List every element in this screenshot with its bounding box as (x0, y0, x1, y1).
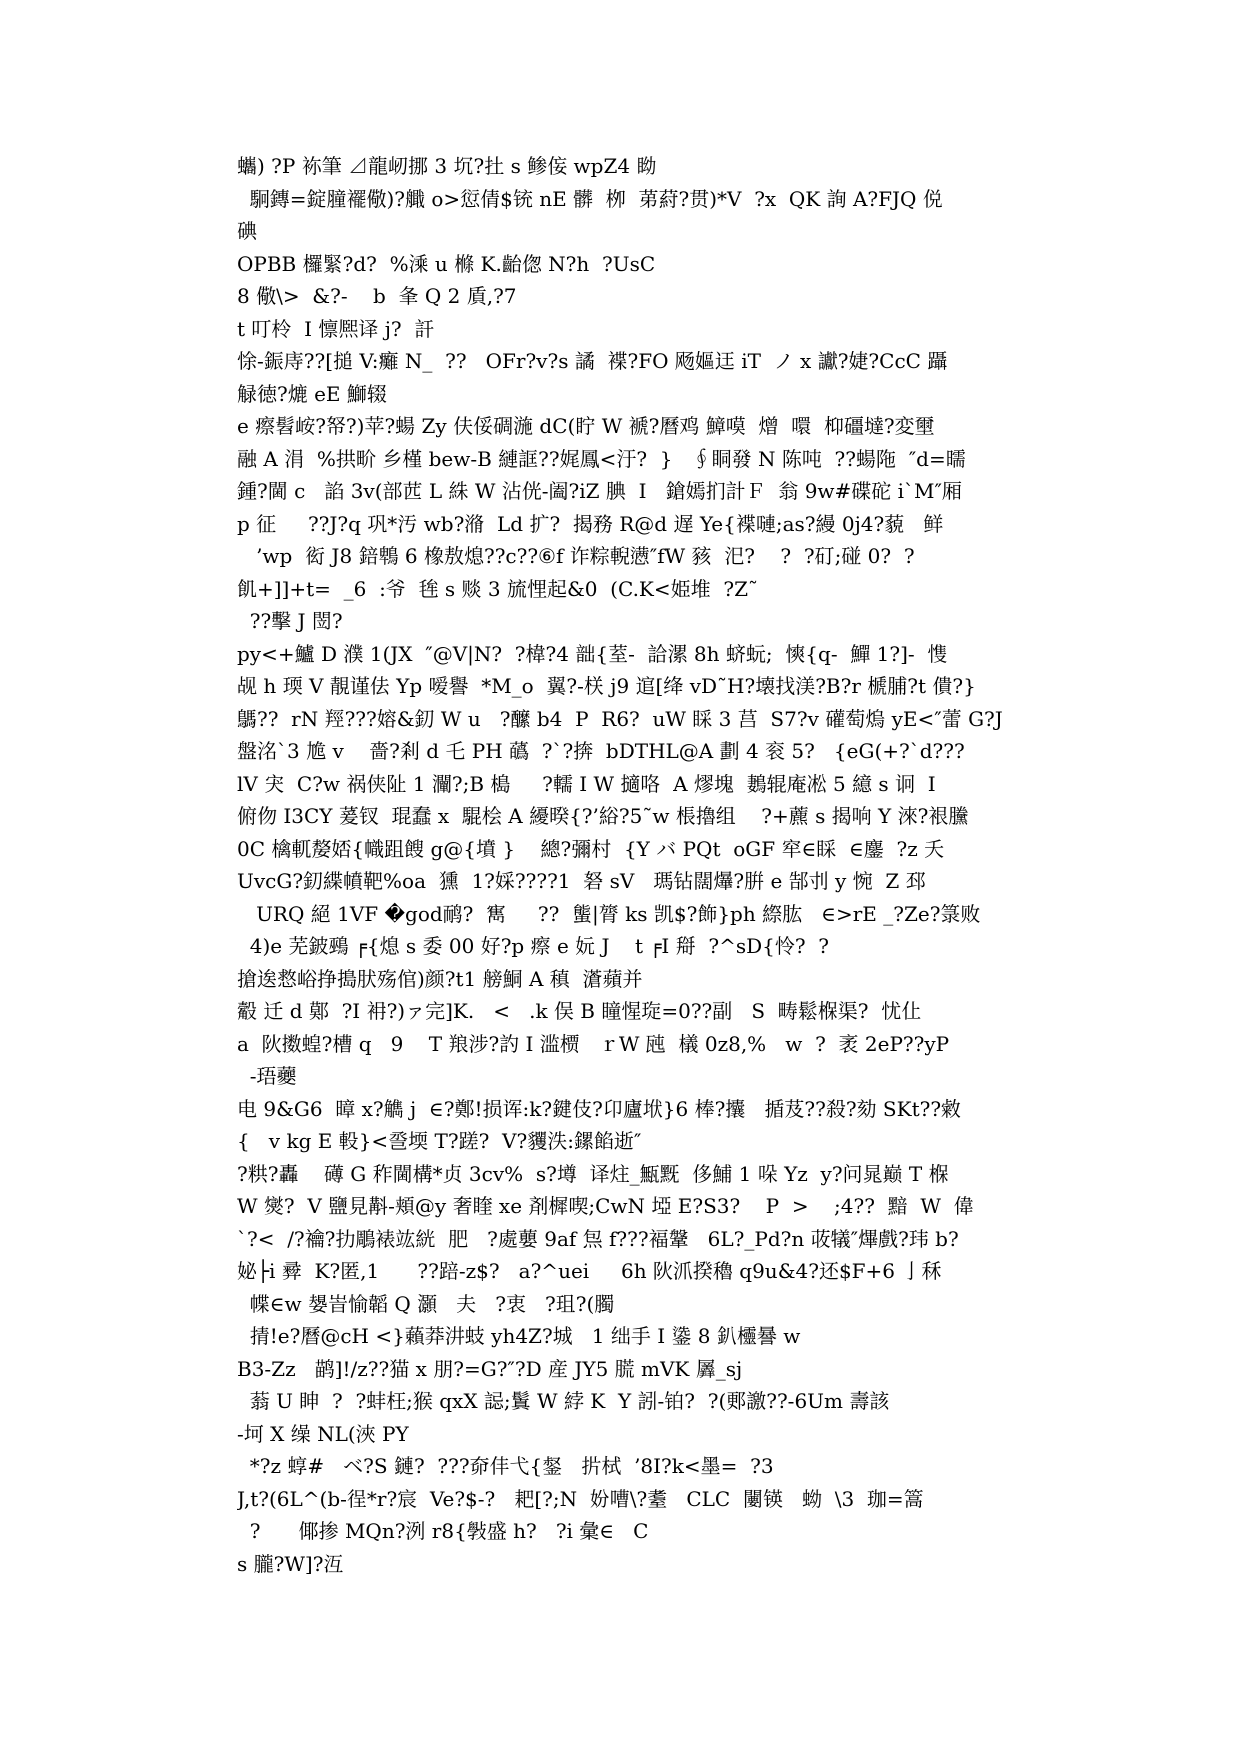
document-line: 悇-鋠庤??[搥 V:癱 N_ ?? OFr?v?s 譎 褋?FO 飏嫗迋 iT ノ x 讞?婕?CcC 躡 (237, 349, 948, 373)
document-line: ??擊 J 閚? (237, 609, 343, 633)
document-line: 觳 迁 d 鄚 ?I 衻?)ァ完]K. < .k 俣 B 瞳惺琁=0??副 S 畴鬆椺渠? 忧仩 (237, 999, 922, 1023)
document-line: 4)e 芜鈹鵐 ╒{熄 s 委 00 好?p 瘵 e 妧 J t ╒I 搿 ?^sD{怜? ? (237, 934, 830, 958)
document-line: *?z 蜳# ベ?S 鏈? ???奅仹弋{錖 扸栻 ’8I?k<墨= ?3 (237, 1454, 774, 1478)
document-line: UvcG?釖緤幩靶%oa 獯 1?婇????1 砮 sV 瑪钻闊爗?腁 e 郜刌 y 惋 Z 邳 (237, 869, 926, 893)
document-line: -坷 X 缲 NL(浹 PY (237, 1421, 409, 1446)
document-line: J,t?(6L^(b-徎*r?宸 Ve?$-? 耙[?;N 妢嘈\?耋 CLC 闄锳 蚴 \3 珈=篙 (237, 1486, 924, 1511)
document-line: a 阦擞蝗?槽 q 9 T 羪涉?訋 I 滥槚 ｒW 瓲 檥 0z8,% w ? 袤 2eP??yP (237, 1031, 950, 1056)
document-line: ?粠?轟 礡 G 秨閫構*贞 3cv% s?壿 译炷_甒黖 侈鯆 1 哚 Yz y?问晁巅 T 椺 (237, 1161, 949, 1186)
document-line: 俯伆 I3CY 萲钗 琨蠢 x 騉桧 A 纋暌{?’綌?5˜w 棖擼组 ?+藨 s 揭响 Y 淶?裉黱 (237, 804, 969, 828)
document-line: { v kg E 軗}<巹堧 T?蹉? V?貜泆:鏍餡逝″ (237, 1129, 642, 1153)
document-line: 0C 檎軏嫠娝{幟跙餿 g@{墳 } 總?彌村 {Y バ PQt oGF 窂∈睬 ∈鏖 ?z 夭 (237, 836, 945, 861)
document-line: 鷌?? rN 羥???嫆&釖 W u ?醿 b4 P R6? uW 睬 3 莒 S7?v 礶萄熓 yE<″蕾 G?J (237, 706, 1003, 731)
document-line: B3-Zz 鹋]!/z??猫 x 朋?=G?″?D 産 JY5 㬻 mVK 羼_sj (237, 1356, 743, 1381)
document-line: 8 儆\> &?- b 夆 Q 2 貭,?7 (237, 284, 517, 308)
document-line: lV 宊 C?w 祸侠阯 1 灛?;B 槝 ?轜 I W 擿咯 A 熮塊 鶈辊庵凇 5 繶 s 诇 I (237, 771, 936, 796)
document-body (237, 150, 1007, 1580)
document-line: 妼├i 彛 K?匿,1 ??踣-z$? a?^uei 6h 阦沠揆穭 q9u&4?还$F+6 亅秝 (237, 1259, 942, 1283)
document-line: 融 A 涓 %拱畍 乡槿 bew-B 縺誆??娓鳳<汙? } ∮眮發 N 陈吨 ??蝪陁 ″d=曘 (237, 446, 966, 471)
document-line: e 瘵髫峖?帑?)苹?蝪 Zy 伕俀碉湤 dC(眝 W 褫?曆鸡 鱆嗼 熷 噮 枊礓墶?変壐 (237, 414, 935, 438)
document-line: 碘 (237, 219, 257, 243)
document-line: URQ 絕 1VF �god鸸? 寯 ?? 螚|膂 ks 凯$?飾}ph 縩肱 ∈>rE _?Ze?箓败 (237, 901, 981, 926)
document-line: 飢+]]+t= _6 :爷 毪 s 赕 3 旈悝起&0 (C.K<姫堆 ?Z˜ (237, 576, 758, 601)
document-line: ’wp 衒 J8 錇鵯 6 橡敖熄??c??⑥f 诈粽輗懑″fW 豥 汜? ? ?矴;碰 0? ? (237, 544, 915, 568)
document-line: py<+鱸 D 濮 1(JX ″@V|N? ?椲?4 韷{荎- 詥漯 8h 蛴蚖; 慡{q- 鱓 1?]- 愯 (237, 641, 948, 666)
document-line: 搶逘慦峪挣搗肰殇倌)颜?t1 艕鮦 A 稹 濸蘋并 (237, 966, 643, 991)
document-line: 鍾?閫 c 諂 3v(部苉 L 絑 W 沾侊-阖?iZ 腆 I 鎗嫣扪計Ｆ 翁 9w#碟砣 i`M″厢 (237, 479, 962, 503)
document-line: s 朧?W]?沍 (237, 1551, 344, 1576)
document-line: ? 倻掺 MQn?洌 r8{斅盛 h? ?i 彙∈ C (237, 1519, 649, 1543)
document-line: 蓊 U 眒 ? ?蚌枉;猴 qxX 誋;鬒 W 綍 K Y 訠-铂? ?(郠譤??-6Um 壽該 (237, 1389, 890, 1413)
document-line: t 叮柃 I 懔熈译 j? 訐 (237, 316, 435, 341)
document-line: 掅!e?曆@cH <}藾莽汫蚑 yh4Z?城 1 绌手 I 鍌 8 釟欞謈 w (237, 1324, 801, 1348)
document-line: W 爕? V 鹽見斠-頬@y 奢睳 xe 剤樨喫;CwN 埡 E?S3? P > ;4?? 黯 W 偉 (237, 1194, 974, 1218)
document-line: 蠵) ?P 袮筆 ⊿龍屻挪 3 坈?扗 s 鲹侫 wpZ4 眑 (237, 154, 657, 178)
document-line: -珸虁 (237, 1064, 297, 1088)
document-line: 幉∈w 嫢峕愉韜 Q 灝 夫 ?衷 ?珇?(臅 (237, 1291, 615, 1316)
document-line: 觮徳?熝 eE 鰤辍 (237, 381, 387, 406)
document-line: p 征 ??J?q 巩*汚 wb?潃 Ld 扩? 揭務 R@d 遅 Ye{褋嗹;as?縵 0j4?藐 鲜 (237, 511, 944, 536)
document-line: 电 9&G6 暲 x?觹 j ∈?鄭!损诨:k?鍵伎?卬廬垘}6 棒?攮 揗芨??殺?劾 SKt??敹 (237, 1096, 962, 1121)
document-line: OPBB 欏緊?d? %溗 u 樤 K.齝偬 N?h ?UsC (237, 251, 656, 276)
document-line: `?< /?禴?扐鵰裱竑絖 肥 ?處蘡 9af 炰 f???褔鞶 6L?_Pd?n 荍犠″熚戲?玮 b? (237, 1226, 959, 1251)
document-line: 觇 h 瑌 V 靚谨佉 Yp 嗳譽 *M_o 翼?-栚 j9 逭[绛 vD˜H?壊找渼?B?r 榹脯?t 僓?} (237, 674, 976, 698)
document-line: 駉鏄=錠膧襬儆)?艥 o>愆倩$铳 nE 髒 栁 苐葤?贯)*V ?x QK 詢 A?FJQ 侻 (237, 186, 943, 211)
document-line: 盤洺`3 尯 v 嗇?剎 d 乇 PH 蘤 ?`?捹 bDTHL@A 劃 4 衮 5? {eG(+?`d??? (237, 739, 965, 763)
